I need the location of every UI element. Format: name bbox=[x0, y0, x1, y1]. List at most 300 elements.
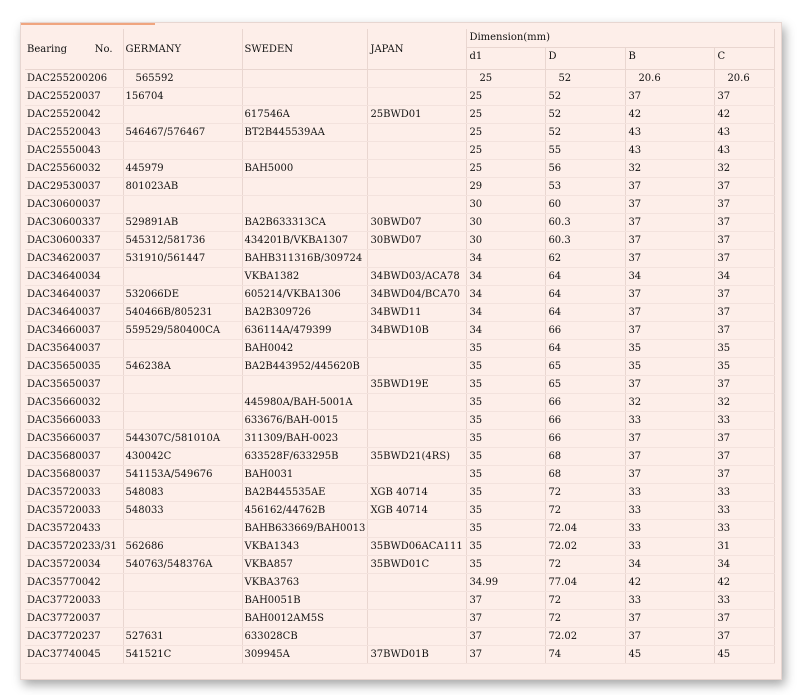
table-row bbox=[25, 376, 775, 394]
cell-C: 37 bbox=[715, 322, 775, 340]
cell-d1: 34 bbox=[467, 304, 546, 322]
cell-japan: 37BWD01B bbox=[368, 646, 467, 664]
cell-sweden: 636114A/479399 bbox=[242, 322, 368, 340]
cell-C: 33 bbox=[715, 484, 775, 502]
cell-d1: 37 bbox=[467, 646, 546, 664]
cell-C: 20.6 bbox=[715, 70, 775, 88]
cell-germany: 559529/580400CA bbox=[123, 322, 242, 340]
cell-japan bbox=[368, 88, 467, 106]
bearing-table bbox=[25, 29, 775, 664]
cell-D: 66 bbox=[546, 430, 626, 448]
cell-d1: 25 bbox=[467, 70, 546, 88]
cell-D: 60.3 bbox=[546, 232, 626, 250]
cell-bearing: DAC29530037 bbox=[25, 178, 123, 196]
cell-japan bbox=[368, 70, 467, 88]
cell-japan bbox=[368, 394, 467, 412]
cell-C: 34 bbox=[715, 556, 775, 574]
cell-B: 37 bbox=[626, 286, 715, 304]
cell-D: 52 bbox=[546, 70, 626, 88]
cell-d1: 35 bbox=[467, 358, 546, 376]
cell-C: 43 bbox=[715, 124, 775, 142]
cell-B: 45 bbox=[626, 646, 715, 664]
cell-D: 72 bbox=[546, 502, 626, 520]
cell-germany: 532066DE bbox=[123, 286, 242, 304]
cell-D: 60.3 bbox=[546, 214, 626, 232]
cell-germany: 541521C bbox=[123, 646, 242, 664]
cell-japan bbox=[368, 142, 467, 160]
table-row bbox=[25, 646, 775, 664]
cell-D: 64 bbox=[546, 340, 626, 358]
cell-C: 35 bbox=[715, 340, 775, 358]
table-row bbox=[25, 556, 775, 574]
cell-japan bbox=[368, 178, 467, 196]
cell-D: 72 bbox=[546, 610, 626, 628]
cell-germany: 540466B/805231 bbox=[123, 304, 242, 322]
cell-sweden: BT2B445539AA bbox=[242, 124, 368, 142]
cell-B: 34 bbox=[626, 556, 715, 574]
cell-germany bbox=[123, 412, 242, 430]
cell-bearing: DAC34640034 bbox=[25, 268, 123, 286]
table-row bbox=[25, 628, 775, 646]
cell-germany: 548083 bbox=[123, 484, 242, 502]
cell-C: 33 bbox=[715, 502, 775, 520]
cell-germany: 529891AB bbox=[123, 214, 242, 232]
cell-D: 68 bbox=[546, 448, 626, 466]
cell-bearing: DAC35720033 bbox=[25, 502, 123, 520]
cell-japan: 34BWD11 bbox=[368, 304, 467, 322]
cell-germany: 156704 bbox=[123, 88, 242, 106]
cell-D: 64 bbox=[546, 268, 626, 286]
cell-japan bbox=[368, 340, 467, 358]
cell-C: 37 bbox=[715, 628, 775, 646]
cell-C: 37 bbox=[715, 88, 775, 106]
cell-C: 37 bbox=[715, 196, 775, 214]
cell-d1: 35 bbox=[467, 484, 546, 502]
cell-japan: 35BWD19E bbox=[368, 376, 467, 394]
header-sweden: SWEDEN bbox=[242, 29, 368, 70]
cell-B: 33 bbox=[626, 538, 715, 556]
cell-japan: 30BWD07 bbox=[368, 232, 467, 250]
cell-japan: 35BWD21(4RS) bbox=[368, 448, 467, 466]
cell-sweden: 633676/BAH-0015 bbox=[242, 412, 368, 430]
cell-germany: 544307C/581010A bbox=[123, 430, 242, 448]
cell-B: 37 bbox=[626, 196, 715, 214]
cell-bearing: DAC37720033 bbox=[25, 592, 123, 610]
cell-C: 37 bbox=[715, 178, 775, 196]
table-row bbox=[25, 142, 775, 160]
cell-germany bbox=[123, 106, 242, 124]
cell-sweden: 434201B/VKBA1307 bbox=[242, 232, 368, 250]
table-row bbox=[25, 268, 775, 286]
table-row bbox=[25, 448, 775, 466]
cell-japan: 34BWD03/ACA78 bbox=[368, 268, 467, 286]
cell-bearing: DAC35660037 bbox=[25, 430, 123, 448]
cell-C: 37 bbox=[715, 430, 775, 448]
cell-sweden bbox=[242, 196, 368, 214]
cell-d1: 35 bbox=[467, 394, 546, 412]
cell-d1: 35 bbox=[467, 340, 546, 358]
cell-D: 55 bbox=[546, 142, 626, 160]
cell-C: 35 bbox=[715, 358, 775, 376]
cell-d1: 35 bbox=[467, 520, 546, 538]
cell-bearing: DAC35640037 bbox=[25, 340, 123, 358]
cell-B: 37 bbox=[626, 376, 715, 394]
cell-sweden: 309945A bbox=[242, 646, 368, 664]
cell-germany bbox=[123, 340, 242, 358]
cell-C: 34 bbox=[715, 268, 775, 286]
cell-B: 33 bbox=[626, 520, 715, 538]
cell-germany: 531910/561447 bbox=[123, 250, 242, 268]
cell-B: 37 bbox=[626, 88, 715, 106]
table-row bbox=[25, 466, 775, 484]
cell-d1: 30 bbox=[467, 214, 546, 232]
cell-C: 32 bbox=[715, 160, 775, 178]
cell-d1: 34 bbox=[467, 250, 546, 268]
header-B: B bbox=[626, 48, 715, 70]
cell-bearing: DAC34640037 bbox=[25, 304, 123, 322]
cell-D: 77.04 bbox=[546, 574, 626, 592]
cell-C: 45 bbox=[715, 646, 775, 664]
cell-germany: 540763/548376A bbox=[123, 556, 242, 574]
cell-bearing: DAC25520037 bbox=[25, 88, 123, 106]
table-row bbox=[25, 394, 775, 412]
cell-japan bbox=[368, 466, 467, 484]
header-japan: JAPAN bbox=[368, 29, 467, 70]
cell-germany: 546467/576467 bbox=[123, 124, 242, 142]
cell-bearing: DAC35720034 bbox=[25, 556, 123, 574]
table-row bbox=[25, 214, 775, 232]
cell-d1: 25 bbox=[467, 124, 546, 142]
cell-sweden: BA2B445535AE bbox=[242, 484, 368, 502]
header-d1: d1 bbox=[467, 48, 546, 70]
cell-japan: 30BWD07 bbox=[368, 214, 467, 232]
header-D: D bbox=[546, 48, 626, 70]
cell-D: 66 bbox=[546, 394, 626, 412]
cell-d1: 30 bbox=[467, 196, 546, 214]
cell-C: 37 bbox=[715, 250, 775, 268]
cell-C: 37 bbox=[715, 610, 775, 628]
cell-d1: 35 bbox=[467, 556, 546, 574]
cell-D: 64 bbox=[546, 286, 626, 304]
cell-d1: 25 bbox=[467, 88, 546, 106]
cell-D: 52 bbox=[546, 124, 626, 142]
cell-B: 37 bbox=[626, 232, 715, 250]
cell-C: 37 bbox=[715, 304, 775, 322]
cell-d1: 34 bbox=[467, 268, 546, 286]
cell-sweden: BA2B633313CA bbox=[242, 214, 368, 232]
cell-C: 33 bbox=[715, 592, 775, 610]
cell-D: 52 bbox=[546, 88, 626, 106]
cell-B: 37 bbox=[626, 322, 715, 340]
table-row bbox=[25, 520, 775, 538]
cell-japan bbox=[368, 628, 467, 646]
cell-bearing: DAC34660037 bbox=[25, 322, 123, 340]
cell-japan: 34BWD10B bbox=[368, 322, 467, 340]
cell-sweden: BAH5000 bbox=[242, 160, 368, 178]
cell-bearing: DAC34620037 bbox=[25, 250, 123, 268]
cell-C: 37 bbox=[715, 214, 775, 232]
cell-bearing: DAC25520043 bbox=[25, 124, 123, 142]
cell-bearing: DAC35680037 bbox=[25, 448, 123, 466]
table-row bbox=[25, 592, 775, 610]
cell-germany: 546238A bbox=[123, 358, 242, 376]
cell-B: 37 bbox=[626, 250, 715, 268]
cell-bearing: DAC37740045 bbox=[25, 646, 123, 664]
cell-bearing: DAC35660033 bbox=[25, 412, 123, 430]
cell-germany: 565592 bbox=[123, 70, 242, 88]
cell-japan bbox=[368, 160, 467, 178]
cell-B: 37 bbox=[626, 178, 715, 196]
cell-d1: 34 bbox=[467, 322, 546, 340]
cell-D: 72.04 bbox=[546, 520, 626, 538]
cell-japan bbox=[368, 124, 467, 142]
cell-B: 37 bbox=[626, 430, 715, 448]
table-row bbox=[25, 106, 775, 124]
cell-sweden bbox=[242, 70, 368, 88]
table-row bbox=[25, 88, 775, 106]
cell-germany bbox=[123, 142, 242, 160]
cell-germany bbox=[123, 376, 242, 394]
cell-sweden: 311309/BAH-0023 bbox=[242, 430, 368, 448]
cell-germany: 541153A/549676 bbox=[123, 466, 242, 484]
cell-bearing: DAC35650035 bbox=[25, 358, 123, 376]
cell-D: 64 bbox=[546, 304, 626, 322]
cell-B: 37 bbox=[626, 214, 715, 232]
cell-sweden: 617546A bbox=[242, 106, 368, 124]
cell-sweden: 456162/44762B bbox=[242, 502, 368, 520]
cell-D: 72 bbox=[546, 556, 626, 574]
cell-bearing: DAC34640037 bbox=[25, 286, 123, 304]
cell-japan bbox=[368, 196, 467, 214]
table-body bbox=[25, 70, 775, 664]
cell-d1: 34 bbox=[467, 286, 546, 304]
cell-japan: 35BWD01C bbox=[368, 556, 467, 574]
cell-C: 32 bbox=[715, 394, 775, 412]
cell-sweden: 605214/VKBA1306 bbox=[242, 286, 368, 304]
cell-B: 20.6 bbox=[626, 70, 715, 88]
cell-B: 42 bbox=[626, 574, 715, 592]
cell-bearing: DAC35720033 bbox=[25, 484, 123, 502]
cell-bearing: DAC25560032 bbox=[25, 160, 123, 178]
cell-sweden: 445980A/BAH-5001A bbox=[242, 394, 368, 412]
cell-germany bbox=[123, 574, 242, 592]
cell-japan: XGB 40714 bbox=[368, 502, 467, 520]
header-bearing-no bbox=[25, 29, 123, 70]
cell-B: 35 bbox=[626, 340, 715, 358]
cell-C: 37 bbox=[715, 448, 775, 466]
table-row bbox=[25, 610, 775, 628]
cell-sweden: BA2B443952/445620B bbox=[242, 358, 368, 376]
cell-d1: 35 bbox=[467, 466, 546, 484]
cell-germany bbox=[123, 394, 242, 412]
cell-germany: 527631 bbox=[123, 628, 242, 646]
cell-bearing: DAC35770042 bbox=[25, 574, 123, 592]
cell-d1: 25 bbox=[467, 160, 546, 178]
cell-sweden: BAH0051B bbox=[242, 592, 368, 610]
cell-D: 62 bbox=[546, 250, 626, 268]
table-row bbox=[25, 286, 775, 304]
cell-C: 37 bbox=[715, 466, 775, 484]
cell-bearing: DAC35650037 bbox=[25, 376, 123, 394]
cell-sweden: BAHB311316B/309724 bbox=[242, 250, 368, 268]
cell-D: 72 bbox=[546, 592, 626, 610]
frame-accent-line bbox=[21, 23, 155, 25]
header-bearing: Bearing bbox=[27, 44, 68, 55]
table-row bbox=[25, 358, 775, 376]
cell-bearing: DAC37720037 bbox=[25, 610, 123, 628]
cell-germany: 445979 bbox=[123, 160, 242, 178]
cell-bearing: DAC25550043 bbox=[25, 142, 123, 160]
cell-C: 33 bbox=[715, 520, 775, 538]
cell-d1: 35 bbox=[467, 448, 546, 466]
cell-germany: 430042C bbox=[123, 448, 242, 466]
table-row bbox=[25, 322, 775, 340]
cell-C: 37 bbox=[715, 286, 775, 304]
cell-sweden: BAH0042 bbox=[242, 340, 368, 358]
cell-germany bbox=[123, 520, 242, 538]
cell-B: 33 bbox=[626, 592, 715, 610]
cell-sweden: BAH0031 bbox=[242, 466, 368, 484]
table-row bbox=[25, 304, 775, 322]
table-row bbox=[25, 430, 775, 448]
table-row bbox=[25, 538, 775, 556]
cell-germany: 801023AB bbox=[123, 178, 242, 196]
cell-germany: 545312/581736 bbox=[123, 232, 242, 250]
cell-B: 37 bbox=[626, 466, 715, 484]
cell-japan: 35BWD06ACA111 bbox=[368, 538, 467, 556]
cell-bearing: DAC30600037 bbox=[25, 196, 123, 214]
cell-B: 34 bbox=[626, 268, 715, 286]
table-row bbox=[25, 574, 775, 592]
cell-D: 53 bbox=[546, 178, 626, 196]
cell-japan: XGB 40714 bbox=[368, 484, 467, 502]
cell-B: 33 bbox=[626, 412, 715, 430]
cell-D: 72.02 bbox=[546, 628, 626, 646]
cell-germany bbox=[123, 610, 242, 628]
cell-d1: 25 bbox=[467, 106, 546, 124]
cell-sweden: VKBA1343 bbox=[242, 538, 368, 556]
table-row bbox=[25, 196, 775, 214]
cell-d1: 35 bbox=[467, 538, 546, 556]
cell-sweden: 633528F/633295B bbox=[242, 448, 368, 466]
cell-sweden: BAH0012AM5S bbox=[242, 610, 368, 628]
cell-D: 66 bbox=[546, 412, 626, 430]
cell-d1: 35 bbox=[467, 412, 546, 430]
cell-japan bbox=[368, 520, 467, 538]
cell-japan bbox=[368, 412, 467, 430]
cell-bearing: DAC37720237 bbox=[25, 628, 123, 646]
cell-B: 33 bbox=[626, 484, 715, 502]
cell-bearing: DAC35720433 bbox=[25, 520, 123, 538]
cell-B: 37 bbox=[626, 304, 715, 322]
table-row bbox=[25, 232, 775, 250]
table-row bbox=[25, 340, 775, 358]
header-C: C bbox=[715, 48, 775, 70]
cell-C: 43 bbox=[715, 142, 775, 160]
cell-sweden: 633028CB bbox=[242, 628, 368, 646]
cell-japan: 34BWD04/BCA70 bbox=[368, 286, 467, 304]
table-frame bbox=[20, 22, 782, 680]
cell-sweden: VKBA857 bbox=[242, 556, 368, 574]
cell-germany: 562686 bbox=[123, 538, 242, 556]
header-dimension: Dimension(mm) bbox=[467, 29, 775, 48]
header-germany: GERMANY bbox=[123, 29, 242, 70]
cell-B: 37 bbox=[626, 610, 715, 628]
cell-B: 43 bbox=[626, 142, 715, 160]
cell-japan bbox=[368, 592, 467, 610]
cell-B: 37 bbox=[626, 628, 715, 646]
cell-d1: 35 bbox=[467, 430, 546, 448]
cell-B: 35 bbox=[626, 358, 715, 376]
cell-D: 68 bbox=[546, 466, 626, 484]
cell-C: 33 bbox=[715, 412, 775, 430]
table-row bbox=[25, 484, 775, 502]
cell-d1: 34.99 bbox=[467, 574, 546, 592]
table-row bbox=[25, 160, 775, 178]
cell-d1: 37 bbox=[467, 592, 546, 610]
table-header bbox=[25, 29, 775, 70]
table-row bbox=[25, 178, 775, 196]
cell-D: 72.02 bbox=[546, 538, 626, 556]
cell-sweden bbox=[242, 142, 368, 160]
cell-japan bbox=[368, 610, 467, 628]
cell-germany bbox=[123, 196, 242, 214]
cell-B: 32 bbox=[626, 394, 715, 412]
cell-D: 60 bbox=[546, 196, 626, 214]
table-row bbox=[25, 412, 775, 430]
cell-bearing: DAC35660032 bbox=[25, 394, 123, 412]
cell-bearing: DAC35720233/31 bbox=[25, 538, 123, 556]
cell-B: 43 bbox=[626, 124, 715, 142]
cell-d1: 25 bbox=[467, 142, 546, 160]
cell-bearing: DAC35680037 bbox=[25, 466, 123, 484]
cell-bearing: DAC30600337 bbox=[25, 214, 123, 232]
cell-B: 37 bbox=[626, 448, 715, 466]
cell-sweden: VKBA1382 bbox=[242, 268, 368, 286]
cell-germany bbox=[123, 268, 242, 286]
cell-d1: 37 bbox=[467, 628, 546, 646]
cell-sweden: VKBA3763 bbox=[242, 574, 368, 592]
cell-japan bbox=[368, 250, 467, 268]
cell-D: 56 bbox=[546, 160, 626, 178]
cell-bearing: DAC30600337 bbox=[25, 232, 123, 250]
cell-C: 31 bbox=[715, 538, 775, 556]
table-row bbox=[25, 70, 775, 88]
cell-d1: 35 bbox=[467, 502, 546, 520]
cell-D: 74 bbox=[546, 646, 626, 664]
cell-japan: 25BWD01 bbox=[368, 106, 467, 124]
cell-japan bbox=[368, 574, 467, 592]
table-row bbox=[25, 124, 775, 142]
cell-germany: 548033 bbox=[123, 502, 242, 520]
cell-C: 42 bbox=[715, 106, 775, 124]
cell-bearing: DAC255200206 bbox=[25, 70, 123, 88]
cell-C: 37 bbox=[715, 232, 775, 250]
cell-D: 52 bbox=[546, 106, 626, 124]
cell-germany bbox=[123, 592, 242, 610]
cell-D: 65 bbox=[546, 376, 626, 394]
cell-d1: 30 bbox=[467, 232, 546, 250]
cell-B: 32 bbox=[626, 160, 715, 178]
cell-sweden: BAHB633669/BAH0013 bbox=[242, 520, 368, 538]
cell-D: 72 bbox=[546, 484, 626, 502]
cell-C: 37 bbox=[715, 376, 775, 394]
cell-d1: 37 bbox=[467, 610, 546, 628]
cell-B: 42 bbox=[626, 106, 715, 124]
cell-japan bbox=[368, 430, 467, 448]
table-row bbox=[25, 250, 775, 268]
header-no: No. bbox=[94, 44, 113, 55]
